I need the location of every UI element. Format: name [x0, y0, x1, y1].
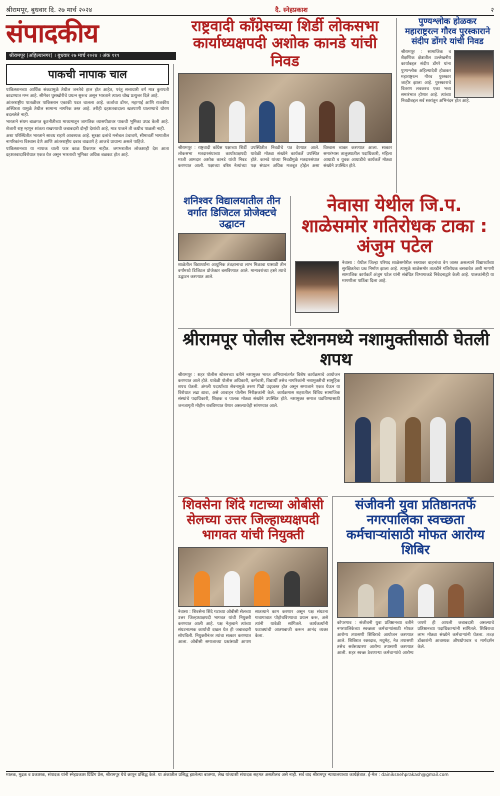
- editorial-paragraph: अशा परिस्थितीत भारताने सावध राहणे आवश्यक आहे. सुरक्षा दलांचे मनोबल उंचावणे, सीमावर्ती भागातील नागरिकांना विश्वास देणे आणि आंतरराष्ट्रीय दबाव वाढवणे हे आजचे प्राधान्य असले पाहिजे.: [6, 133, 169, 145]
- article-body: कोपरगाव : संजीवनी युवा प्रतिष्ठानच्या वतीने नगरपालिकेच्या स्वच्छता कर्मचाऱ्यांसाठी मोफत आरोग्य तपासणी शिबिराचे आयोजन करण्यात आले. शिबिरात रक्तदाब, मधुमेह, नेत्र तपासणी तसेच सर्वसाधारण आरोग्य तपासणी करण्यात आली. शहर स्वच्छ ठेवणाऱ्या कर्मचाऱ्यांचे आरोग्य जपणे ही आपली जबाबदारी असल्याचे प्रतिष्ठानच्या पदाधिकाऱ्यांनी सांगितले. शिबिराचा लाभ मोठ्या संख्येने कर्मचाऱ्यांनी घेतला. तज्ज्ञ डॉक्टरांनी आवश्यक औषधोपचार व मार्गदर्शन केले.: [337, 620, 494, 657]
- article-body: श्रीरामपूर : सामाजिक व शैक्षणिक क्षेत्रातील उल्लेखनीय कार्याबद्दल संदीप डोंगरे यांना पुण्यश्लोक अहिल्यादेवी होळकर महाराष्ट्ररत्न गौरव पुरस्कार जाहीर झाला आहे. पुरस्काराचे वितरण लवकरच एका भव्य समारंभात होणार आहे. त्यांच्या निवडीबद्दल सर्व स्तरांतून अभिनंदन होत आहे.: [401, 50, 471, 105]
- article-headline: संजीवनी युवा प्रतिष्ठानतर्फे नगरपालिका स्वच्छता कर्मचाऱ्यांसाठी मोफत आरोग्य शिबिर: [346, 498, 485, 558]
- person-photo: [295, 261, 339, 313]
- article-photo: [344, 373, 494, 483]
- article-headline: नेवासा येथील जि.प. शाळेसमोर गतिरोधक टाका : अंजुम पटेल: [301, 195, 488, 258]
- article-health-camp: [332, 496, 494, 768]
- imprint-footer: [6, 771, 494, 793]
- article-body: श्रीरामपूर : राष्ट्रवादी काँग्रेस पक्षाच्या शिर्डी लोकसभा मतदारसंघाच्या कार्याध्यक्षपदी माजी आमदार अशोक कानडे यांची निवड करण्यात आली. पक्षाच्या वरिष्ठ नेत्यांच्या उपस्थितीत निवडीचे पत्र देण्यात आले. यावेळी मोठ्या संख्येने कार्यकर्ते उपस्थित होते. कानडे यांच्या निवडीमुळे मतदारसंघात पक्ष संघटन अधिक मजबूत होईल असा विश्वास व्यक्त करण्यात आला. सत्कार समारंभास तालुक्यातील पदाधिकारी, महिला आघाडी व युवक आघाडीचे कार्यकर्ते मोठ्या संख्येने उपस्थित होते.: [178, 145, 392, 170]
- article-headline: पुण्यश्लोक होळकर महाराष्ट्ररत्न गौरव पुरस्काराने संदीप डोंगरे यांची निवड: [404, 17, 491, 47]
- imprint-text: मालक, मुद्रक व प्रकाशक, संपादक यांनी स्नेहप्रकाश प्रिंटिंग प्रेस, श्रीरामपूर येथे छापून प्रसिद्ध केले. या अंकातील प्रसिद्ध झालेल्या बातम्या, लेख यांच्याशी संपादक सहमत असतीलच असे नाही. सर्व वाद श्रीरामपूर न्यायालयाच्या कार्यक्षेत्रात. ई-मेल : dainiksnehprakash@gmail.com: [6, 773, 449, 778]
- masthead-title: संपादकीय: [6, 19, 99, 49]
- article-shivsena-obc: [178, 496, 328, 768]
- editorial-body: [6, 88, 169, 159]
- article-photo: [337, 562, 494, 618]
- masthead: [6, 18, 176, 62]
- article-body: शाळेतील विद्यार्थ्यांना आधुनिक तंत्रज्ञानाचा लाभ मिळावा यासाठी तीन वर्गांमध्ये डिजिटल प्रोजेक्टर बसविण्यात आले. मान्यवरांच्या हस्ते त्याचे उद्घाटन करण्यात आले.: [178, 262, 286, 280]
- article-body: श्रीरामपूर : शहर पोलीस स्टेशनच्या वतीने नशामुक्त भारत अभियानांतर्गत विशेष कार्यक्रमाचे आयोजन करण्यात आले होते. यावेळी पोलीस अधिकारी, कर्मचारी, विद्यार्थी तसेच नागरिकांनी नशामुक्तीची सामूहिक शपथ घेतली. अंमली पदार्थांच्या सेवनामुळे तरुण पिढी उद्ध्वस्त होत असून समाजाने एकत्र येऊन या विरोधात लढा द्यावा, असे आवाहन पोलीस निरीक्षकांनी केले. कार्यक्रमास शहरातील विविध सामाजिक संस्थांचे पदाधिकारी, शिक्षक व पालक मोठ्या संख्येने उपस्थित होते. नशामुक्त समाज घडविण्यासाठी जनजागृती मोहीम राबविण्यात येणार असल्याचेही सांगण्यात आले.: [178, 373, 340, 409]
- editorial-paragraph: पाकिस्तानच्या या नापाक चाली फार काळ टिकणार नाहीत. जगभरातील लोकशाही देश आता दहशतवादाविरोधात एकत्र येत असून भारताची भूमिका अधिक बळकट होत आहे.: [6, 146, 169, 158]
- article-body: नेवासा : शिवसेना शिंदे गटाच्या ओबीसी सेलच्या उत्तर जिल्हाध्यक्षपदी भागवत यांची नियुक्ती करण्यात आली आहे. पक्ष नेतृत्वाने त्यांच्या संघटनात्मक कार्याची दखल घेत ही जबाबदारी सोपविली. नियुक्तीनंतर त्यांचा सत्कार करण्यात आला. ओबीसी समाजाच्या प्रश्नांसाठी आपण सातत्याने काम करणार असून पक्ष संघटना गावागावात पोहोचविण्याचा प्रयत्न करू, असे त्यांनी यावेळी सांगितले. कार्यकर्त्यांनी फटाक्यांची आतषबाजी करून आनंद व्यक्त केला.: [178, 609, 328, 646]
- article-headline: श्रीरामपूर पोलीस स्टेशनमध्ये नशामुक्तीसाठी घेतली शपथ: [182, 330, 490, 370]
- article-photo: [178, 233, 286, 261]
- article-headline: राष्ट्रवादी काँग्रेसच्या शिर्डी लोकसभा कार्याध्यक्षपदी अशोक कानडे यांची निवड: [191, 17, 379, 70]
- header-date: श्रीरामपूर, बुधवार दि. २७ मार्च २०२४: [6, 6, 93, 14]
- article-body: नेवासा : येथील जिल्हा परिषद शाळेसमोरील रस्त्यावर वाहनांचा वेग जास्त असल्याने विद्यार्थ्यांच्या सुरक्षिततेचा प्रश्न निर्माण झाला आहे. त्यामुळे शाळेसमोर तातडीने गतिरोधक बसवावेत अशी मागणी सामाजिक कार्यकर्ते अंजुम पटेल यांनी संबंधित विभागाकडे निवेदनाद्वारे केली आहे. पालकांनीही या मागणीला पाठिंबा दिला आहे.: [342, 261, 494, 285]
- article-digital-projector: [178, 196, 286, 280]
- editorial-paragraph: आंतरराष्ट्रीय पातळीवर पाकिस्तान एकाकी पडत चालला आहे. कर्जाचा डोंगर, महागाई आणि राजकीय अस्थिरता यामुळे तेथील सामान्य नागरिक त्रस्त आहे. तरीही दहशतवादाला खतपाणी घालण्याचे धोरण बदललेले नाही.: [6, 101, 169, 119]
- article-headline: शनिश्वर विद्यालयातील तीन वर्गात डिजिटल प्रोजेक्टचे उद्घाटन: [183, 196, 281, 230]
- person-photo: [454, 50, 494, 98]
- editorial-title: पाकची नापाक चाल: [6, 64, 169, 85]
- masthead-subline: श्रीरामपूर (अहिल्यानगर) । बुधवार २७ मार्च २०२४ । अंक ११९: [6, 52, 176, 60]
- article-speed-breaker: [290, 196, 494, 326]
- editorial-column: [6, 64, 174, 769]
- article-photo: [178, 547, 328, 607]
- article-headline: शिवसेना शिंदे गटाच्या ओबीसी सेलच्या उत्तर जिल्हाध्यक्षपदी भागवत यांची नियुक्ती: [182, 498, 324, 543]
- header-paper-name: दै. स्नेहप्रकाश: [275, 6, 308, 14]
- article-police-oath: [178, 328, 494, 493]
- editorial-paragraph: भारताने संयम बाळगत कूटनीतीच्या माध्यमातून जागतिक व्यासपीठावर पाकची भूमिका उघड केली आहे. शेजारी राष्ट्र म्हणून शांतता राखण्याची जबाबदारी दोन्ही देशांची आहे, मात्र पाकने ती कधीच पाळली नाही.: [6, 120, 169, 132]
- header-page-number: २: [490, 6, 494, 14]
- article-award: [396, 18, 494, 193]
- article-ncp-appointment: [178, 18, 392, 193]
- article-photo: [178, 73, 392, 143]
- editorial-paragraph: पाकिस्तानच्या आर्थिक संकटामुळे तेथील जनतेचे हाल होत आहेत, परंतु सत्ताधारी वर्ग मात्र कुरापती काढण्यात मग्न आहे. सीमेवर घुसखोरीचे प्रयत्न सुरूच असून भारताने त्याला चोख प्रत्युत्तर दिले आहे.: [6, 88, 169, 100]
- page-header-strip: [6, 4, 494, 16]
